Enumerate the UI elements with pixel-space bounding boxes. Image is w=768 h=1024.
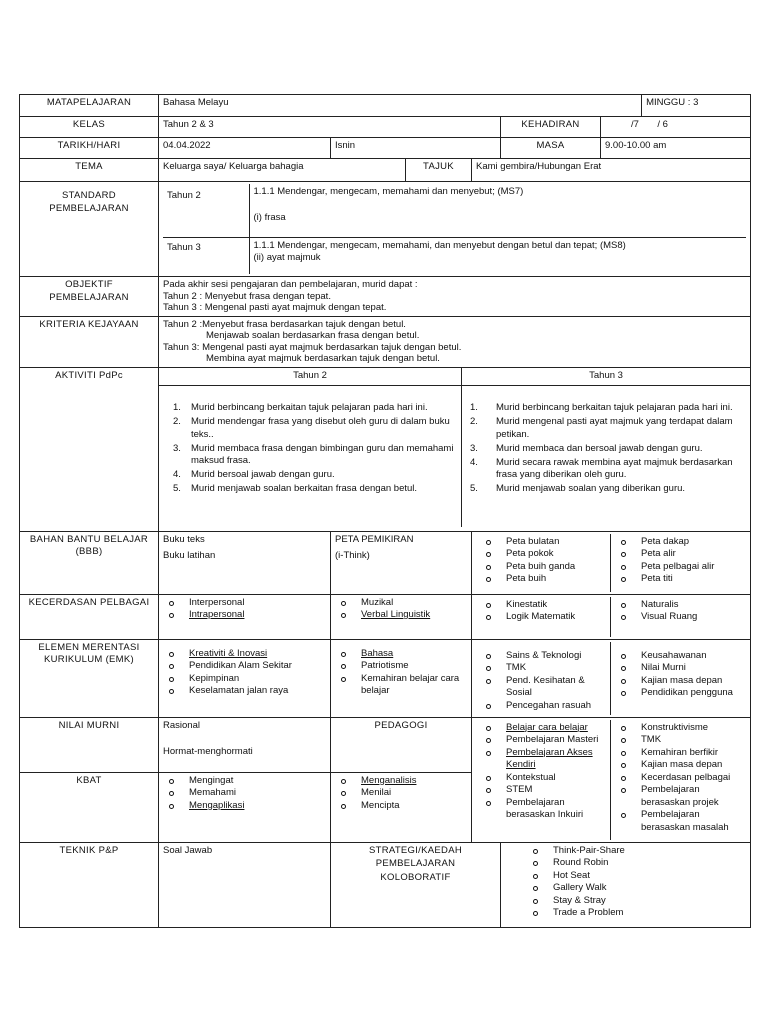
strategi-label: STRATEGI/KAEDAH PEMBELAJARAN KOLOBORATIF xyxy=(331,842,501,927)
list-item: TMK xyxy=(480,662,606,675)
list-item: Pembelajaran Akses Kendiri xyxy=(480,747,606,772)
emk-col1 xyxy=(159,639,331,717)
list-item: Visual Ruang xyxy=(615,611,742,624)
list-item: Kemahiran berfikir xyxy=(615,747,742,760)
nilai-murni-label: NILAI MURNI xyxy=(20,717,159,772)
list-item: Round Robin xyxy=(527,857,746,870)
kbat-col2 xyxy=(331,772,472,842)
list-item: Trade a Problem xyxy=(527,907,746,920)
list-item: Interpersonal xyxy=(163,597,326,610)
emk-label: ELEMEN MERENTASI KURIKULUM (EMK) xyxy=(20,639,159,717)
tajuk-value: Kami gembira/Hubungan Erat xyxy=(472,159,751,182)
kbat-col1 xyxy=(159,772,331,842)
list-item: 1. Murid berbincang berkaitan tajuk pelajaran pada hari ini. xyxy=(470,402,733,413)
list-item: Kepimpinan xyxy=(163,673,326,686)
tajuk-label: TAJUK xyxy=(406,159,472,182)
kelas-value: Tahun 2 & 3 xyxy=(159,117,501,138)
list-item: Peta dakap xyxy=(615,536,742,549)
minggu-value: MINGGU : 3 xyxy=(642,95,751,117)
list-item: Menganalisis xyxy=(335,775,467,788)
matapelajaran-label: MATAPELAJARAN xyxy=(20,95,159,117)
standard-t3-label: Tahun 3 xyxy=(163,237,249,274)
list-item: 1. Murid berbincang berkaitan tajuk pelajaran pada hari ini. xyxy=(173,402,428,413)
list-item: 3. Murid membaca frasa dengan bimbingan guru dan memahami maksud frasa. xyxy=(173,442,454,466)
kecerdasan-col34 xyxy=(472,594,751,639)
list-item: Peta alir xyxy=(615,548,742,561)
list-item: Pendidikan Alam Sekitar xyxy=(163,660,326,673)
list-item: Kemahiran belajar cara belajar xyxy=(335,673,467,698)
tarikh-label: TARIKH/HARI xyxy=(20,138,159,159)
list-item: Mengingat xyxy=(163,775,326,788)
list-item: Pencegahan rasuah xyxy=(480,700,606,713)
bbb-label: BAHAN BANTU BELAJAR (BBB) xyxy=(20,531,159,594)
masa-label: MASA xyxy=(501,138,601,159)
aktiviti-content xyxy=(159,367,751,531)
list-item: STEM xyxy=(480,784,606,797)
list-item: Intrapersonal xyxy=(163,609,326,622)
aktiviti-t3-list xyxy=(461,386,750,527)
list-item: Pembelajaran berasaskan Inkuiri xyxy=(480,797,606,822)
list-item: Logik Matematik xyxy=(480,611,606,624)
list-item: Peta titi xyxy=(615,573,742,586)
masa-value: 9.00-10.00 am xyxy=(601,138,751,159)
list-item: Muzikal xyxy=(335,597,467,610)
list-item: Kinestatik xyxy=(480,599,606,612)
list-item: Peta buih xyxy=(480,573,606,586)
kecerdasan-label: KECERDASAN PELBAGAI xyxy=(20,594,159,639)
list-item: Peta pelbagai alir xyxy=(615,561,742,574)
standard-content xyxy=(159,182,751,277)
emk-col2 xyxy=(331,639,472,717)
hari-value: Isnin xyxy=(331,138,501,159)
list-item: Peta bulatan xyxy=(480,536,606,549)
list-item: Pend. Kesihatan & Sosial xyxy=(480,675,606,700)
objektif-text: Pada akhir sesi pengajaran dan pembelajaran, murid dapat : Tahun 2 : Menyebut frasa dengan tepat. Tahun 3 : Mengenal pasti ayat majmuk dengan tepat. xyxy=(159,277,751,317)
list-item: Sains & Teknologi xyxy=(480,650,606,663)
list-item: Gallery Walk xyxy=(527,882,746,895)
list-item: Kajian masa depan xyxy=(615,675,742,688)
kecerdasan-col2 xyxy=(331,594,472,639)
list-item: Patriotisme xyxy=(335,660,467,673)
standard-label: STANDARD PEMBELAJARAN xyxy=(20,182,159,277)
list-item: Kecerdasan pelbagai xyxy=(615,772,742,785)
list-item: Bahasa xyxy=(335,648,467,661)
kriteria-text: Tahun 2 :Menyebut frasa berdasarkan tajuk dengan betul. Menjawab soalan berdasarkan frasa dengan betul. Tahun 3: Mengenal pasti ayat majmuk berdasarkan tajuk dengan betul. Membina ayat majmuk berdasarkan tajuk dengan betul. xyxy=(159,316,751,367)
teknik-label: TEKNIK P&P xyxy=(20,842,159,927)
list-item: 5. Murid menjawab soalan berkaitan frasa dengan betul. xyxy=(173,483,418,494)
list-item: Pembelajaran berasaskan projek xyxy=(615,784,742,809)
list-item: Keusahawanan xyxy=(615,650,742,663)
peta-pemikiran-label: PETA PEMIKIRAN (i-Think) xyxy=(331,531,472,594)
list-item: Stay & Stray xyxy=(527,895,746,908)
list-item: Pendidikan pengguna xyxy=(615,687,742,700)
list-item: Peta pokok xyxy=(480,548,606,561)
matapelajaran-value: Bahasa Melayu xyxy=(159,95,642,117)
list-item: Belajar cara belajar xyxy=(480,722,606,735)
nilai-murni-values: Rasional Hormat-menghormati xyxy=(159,717,331,772)
list-item: Menilai xyxy=(335,787,467,800)
list-item: 5. Murid menjawab soalan yang diberikan guru. xyxy=(470,483,686,494)
list-item: Kajian masa depan xyxy=(615,759,742,772)
teknik-value: Soal Jawab xyxy=(159,842,331,927)
list-item: 2. Murid mendengar frasa yang disebut oleh guru di dalam buku teks.. xyxy=(173,416,450,440)
standard-t3-text: 1.1.1 Mendengar, mengecam, memahami, dan menyebut dengan betul dan tepat; (MS8) (ii) ayat majmuk xyxy=(249,237,746,274)
list-item: Kontekstual xyxy=(480,772,606,785)
list-item: Think-Pair-Share xyxy=(527,845,746,858)
list-item: Peta buih ganda xyxy=(480,561,606,574)
list-item: Kreativiti & Inovasi xyxy=(163,648,326,661)
list-item: Keselamatan jalan raya xyxy=(163,685,326,698)
pedagogi-list xyxy=(472,717,751,842)
list-item: Verbal Linguistik xyxy=(335,609,467,622)
list-item: Konstruktivisme xyxy=(615,722,742,735)
pedagogi-label: PEDAGOGI xyxy=(331,717,472,772)
kehadiran-value: /7 / 6 xyxy=(601,117,751,138)
kelas-label: KELAS xyxy=(20,117,159,138)
standard-t2-label: Tahun 2 xyxy=(163,184,249,237)
list-item: Hot Seat xyxy=(527,870,746,883)
list-item: 3. Murid membaca dan bersoal jawab dengan guru. xyxy=(470,442,703,454)
list-item: Mengaplikasi xyxy=(163,800,326,813)
list-item: Pembelajaran Masteri xyxy=(480,734,606,747)
peta-pemikiran-list xyxy=(472,531,751,594)
list-item: 2. Murid mengenal pasti ayat majmuk yang terdapat dalam petikan. xyxy=(470,416,733,440)
standard-t2-text: 1.1.1 Mendengar, mengecam, memahami dan menyebut; (MS7) (i) frasa xyxy=(253,186,524,223)
list-item: Naturalis xyxy=(615,599,742,612)
aktiviti-t2-list xyxy=(159,386,461,527)
tema-label: TEMA xyxy=(20,159,159,182)
list-item: Mencipta xyxy=(335,800,467,813)
rph-table xyxy=(19,94,751,928)
tema-value: Keluarga saya/ Keluarga bahagia xyxy=(159,159,406,182)
kbat-label: KBAT xyxy=(20,772,159,842)
list-item: 4. Murid secara rawak membina ayat majmuk berdasarkan frasa yang diberikan oleh guru. xyxy=(470,456,733,480)
list-item: Pembelajaran berasaskan masalah xyxy=(615,809,742,834)
objektif-label: OBJEKTIF PEMBELAJARAN xyxy=(20,277,159,317)
aktiviti-label: AKTIVITI PdPc xyxy=(20,367,159,531)
kecerdasan-col1 xyxy=(159,594,331,639)
strategi-list xyxy=(501,842,751,927)
emk-col34 xyxy=(472,639,751,717)
bbb-items: Buku teks Buku latihan xyxy=(159,531,331,594)
kehadiran-label: KEHADIRAN xyxy=(501,117,601,138)
list-item: Nilai Murni xyxy=(615,662,742,675)
list-item: 4. Murid bersoal jawab dengan guru. xyxy=(173,469,335,480)
aktiviti-t2-head: Tahun 2 xyxy=(293,369,327,381)
list-item: Memahami xyxy=(163,787,326,800)
aktiviti-t3-head: Tahun 3 xyxy=(461,368,750,386)
kriteria-label: KRITERIA KEJAYAAN xyxy=(20,316,159,367)
list-item: TMK xyxy=(615,734,742,747)
tarikh-value: 04.04.2022 xyxy=(159,138,331,159)
